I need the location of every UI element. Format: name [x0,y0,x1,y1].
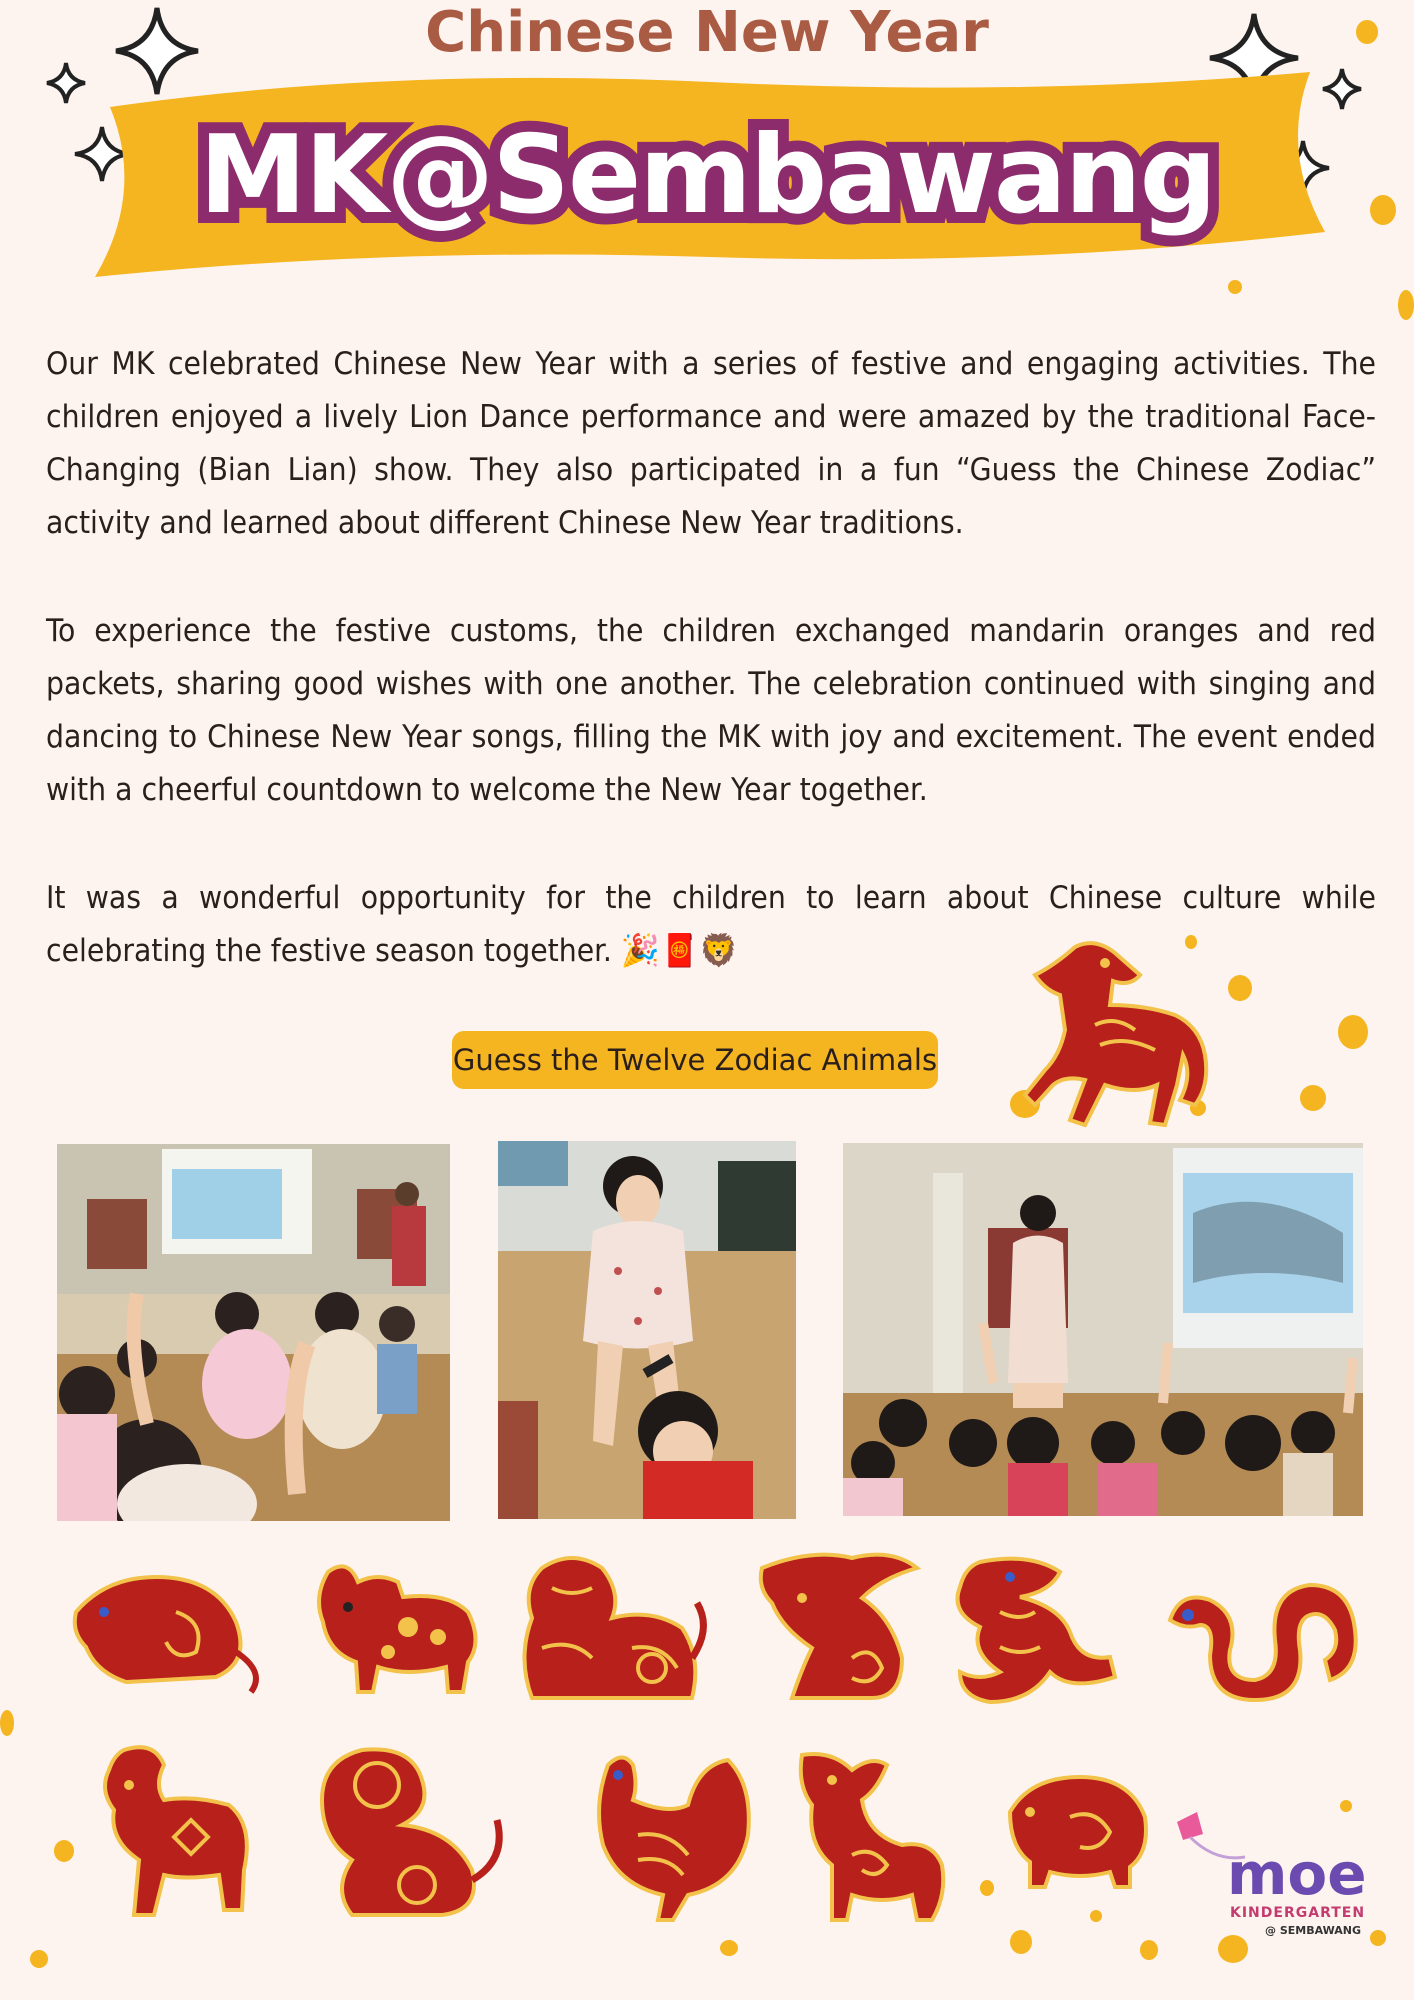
ox-icon [308,1552,486,1702]
decor-dot [30,1950,48,1968]
body-paragraph: Our MK celebrated Chinese New Year with a series of festive and engaging activities. The children enjoyed a lively Lion Dance performance and were amazed by the traditional Face-Changing (Bian Lian) show. They also participated in a fun “Guess the Chinese Zodiac” activity and learned about different Chinese New Year traditions. [46,346,1376,541]
dragon-icon [940,1552,1120,1712]
decor-dot [1300,1085,1326,1111]
moe-logo [1175,1812,1375,1952]
event-photo [843,1143,1363,1516]
decor-dot [1010,1930,1032,1954]
rooster-icon [578,1745,758,1925]
dog-icon [792,1745,952,1925]
decor-dot [1228,280,1242,294]
rat-icon [66,1552,266,1702]
goat-icon [94,1740,256,1920]
event-photo [57,1144,450,1521]
decor-dot [0,1710,14,1736]
page-title: MK@Sembawang [199,113,1215,238]
decor-dot [1338,1015,1368,1049]
logo-line1: KINDERGARTEN [1230,1905,1366,1921]
section-title: Chinese New Year [425,0,989,65]
decor-dot [1090,1910,1102,1922]
tiger-icon [512,1548,712,1708]
body-paragraph: It was a wonderful opportunity for the children to learn about Chinese culture while celebrating the festive season together. 🎉🧧🦁 [46,880,1376,969]
event-photo [498,1141,796,1519]
decor-dot [1356,20,1378,44]
decor-dot [1340,1800,1352,1812]
logo-brand: moe [1227,1840,1367,1908]
activity-tag: Guess the Twelve Zodiac Animals [452,1031,938,1089]
monkey-icon [302,1740,512,1920]
body-paragraph: To experience the festive customs, the children exchanged mandarin oranges and red packets, sharing good wishes with one another. The celebration continued with singing and dancing to Chinese New Year songs, filling the MK with joy and excitement. The event ended with a cheerful countdown to welcome the New Year together. [46,613,1376,808]
pig-icon [1000,1762,1150,1892]
decor-dot [1228,975,1252,1001]
logo-line2: @ SEMBAWANG [1265,1924,1362,1937]
decor-dot [1370,195,1396,225]
rabbit-icon [752,1548,922,1708]
snake-icon [1160,1560,1365,1705]
decor-dot [1398,290,1414,320]
title-banner [70,62,1345,282]
decor-dot [1140,1940,1158,1960]
horse-icon [1005,935,1215,1135]
decor-dot [54,1840,74,1862]
decor-dot [980,1880,994,1896]
decor-dot [720,1940,738,1956]
